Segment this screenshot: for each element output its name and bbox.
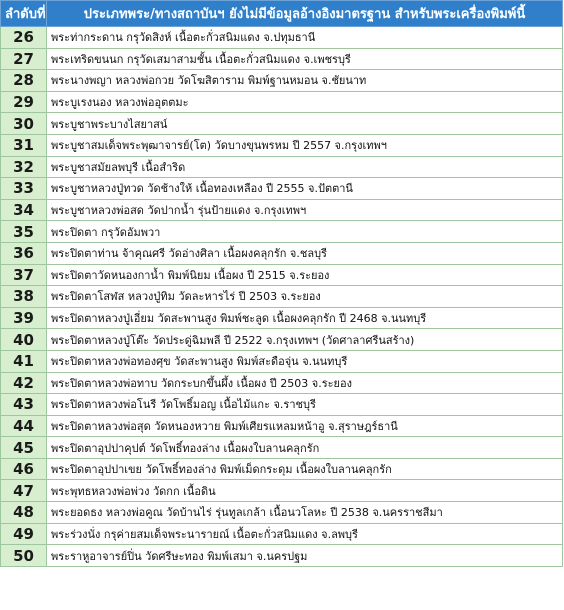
table-row [1, 48, 563, 70]
row-number: 33 [1, 178, 47, 200]
row-number: 44 [1, 415, 47, 437]
table-row [1, 178, 563, 200]
row-description: พระปิดตาหลวงปู่โต๊ะ วัดประดู่ฉิมพลี ปี 2522 จ.กรุงเทพฯ (วัดศาลาศรีนสร้าง) [47, 329, 563, 351]
table-row [1, 307, 563, 329]
row-number: 31 [1, 134, 47, 156]
row-description: พระบูชาพระบางไสยาสน์ [47, 113, 563, 135]
table-row [1, 264, 563, 286]
row-number: 48 [1, 502, 47, 524]
row-number: 36 [1, 242, 47, 264]
row-description: พระบูเรงนอง หลวงพ่ออุตตมะ [47, 91, 563, 113]
row-number: 46 [1, 458, 47, 480]
row-description: พระปิดตาหลวงปู่เอี่ยม วัดสะพานสูง พิมพ์ชะลูด เนื้อผงคลุกรัก ปี 2468 จ.นนทบุรี [47, 307, 563, 329]
row-number: 49 [1, 523, 47, 545]
table-row [1, 286, 563, 308]
row-number: 43 [1, 394, 47, 416]
table-row [1, 113, 563, 135]
row-number: 34 [1, 199, 47, 221]
table-row [1, 415, 563, 437]
row-description: พระปิดตาหลวงพ่อสุด วัดหนองหวาย พิมพ์เศียรแหลมหน้าอู จ.สุราษฎร์ธานี [47, 415, 563, 437]
row-number: 29 [1, 91, 47, 113]
row-number: 30 [1, 113, 47, 135]
table-row [1, 27, 563, 49]
row-description: พระร่วงนั่ง กรุค่ายสมเด็จพระนารายณ์ เนื้อตะกั่วสนิมแดง จ.ลพบุรี [47, 523, 563, 545]
row-description: พระปิดตาหลวงพ่อโนรี วัดโพธิ์มอญ เนื้อไม้แกะ จ.ราชบุรี [47, 394, 563, 416]
row-description: พระปิดตาอุปปาคุปต์ วัดโพธิ์ทองล่าง เนื้อผงใบลานคลุกรัก [47, 437, 563, 459]
row-description: พระบูชาหลวงปู่ทวด วัดช้างให้ เนื้อทองเหลือง ปี 2555 จ.ปัตตานี [47, 178, 563, 200]
row-number: 35 [1, 221, 47, 243]
row-number: 42 [1, 372, 47, 394]
table-row [1, 545, 563, 567]
row-description: พระปิดตา กรุวัดอัมพวา [47, 221, 563, 243]
row-number: 26 [1, 27, 47, 49]
row-number: 32 [1, 156, 47, 178]
table-row [1, 242, 563, 264]
row-number: 38 [1, 286, 47, 308]
row-number: 27 [1, 48, 47, 70]
row-number: 45 [1, 437, 47, 459]
row-description: พระปิดตาวัดหนองกาน้ำ พิมพ์นิยม เนื้อผง ปี 2515 จ.ระยอง [47, 264, 563, 286]
table-row [1, 502, 563, 524]
row-number: 50 [1, 545, 47, 567]
table-row [1, 329, 563, 351]
row-description: พระปิดตาท่าน จ้าคุณศรี วัดอ่างศิลา เนื้อผงคลุกรัก จ.ชลบุรี [47, 242, 563, 264]
table-row [1, 134, 563, 156]
row-description: พระนางพญา หลวงพ่อกวย วัดโฆสิตาราม พิมพ์ฐานหมอน จ.ชัยนาท [47, 70, 563, 92]
row-description: พระปิดตาหลวงพ่อทาบ วัดกระบกขึ้นผึ้ง เนื้อผง ปี 2503 จ.ระยอง [47, 372, 563, 394]
table-row [1, 199, 563, 221]
table-row [1, 458, 563, 480]
row-description: พระบูชาหลวงพ่อสด วัดปากน้ำ รุ่นป้ายแดง จ.กรุงเทพฯ [47, 199, 563, 221]
row-number: 47 [1, 480, 47, 502]
row-description: พระปิดตาอุปปาเขย วัดโพธิ์ทองล่าง พิมพ์เม็ดกระดุม เนื้อผงใบลานคลุกรัก [47, 458, 563, 480]
row-number: 40 [1, 329, 47, 351]
table-row [1, 437, 563, 459]
row-description: พระท่ากระดาน กรุวัดสิงห์ เนื้อตะกั่วสนิมแดง จ.ปทุมธานี [47, 27, 563, 49]
table-row [1, 350, 563, 372]
row-number: 41 [1, 350, 47, 372]
table-row [1, 394, 563, 416]
table-row [1, 156, 563, 178]
table-row [1, 523, 563, 545]
row-description: พระยอดธง หลวงพ่อคูณ วัดบ้านไร่ รุ่นทูลเกล้า เนื้อนวโลหะ ปี 2538 จ.นครราชสีมา [47, 502, 563, 524]
table-header-row [1, 1, 563, 27]
row-number: 39 [1, 307, 47, 329]
description-column-header: ประเภทพระ/ทางสถาบันฯ ยังไม่มีข้อมูลอ้างอิงมาตรฐาน สำหรับพระเครื่องพิมพ์นี้ [47, 1, 563, 27]
row-number: 37 [1, 264, 47, 286]
table-row [1, 372, 563, 394]
row-description: พระปิดตาหลวงพ่อทองศุข วัดสะพานสูง พิมพ์สะดือจุ่น จ.นนทบุรี [47, 350, 563, 372]
row-description: พระพุทธหลวงพ่อพ่วง วัดกก เนื้อดิน [47, 480, 563, 502]
table-row [1, 480, 563, 502]
table-row [1, 91, 563, 113]
row-description: พระบูชาสมเด็จพระพุฒาจารย์(โต) วัดบางขุนพรหม ปี 2557 จ.กรุงเทพฯ [47, 134, 563, 156]
table-row [1, 70, 563, 92]
table-row [1, 221, 563, 243]
row-description: พระเทริดขนนก กรุวัดเสมาสามชั้น เนื้อตะกั่วสนิมแดง จ.เพชรบุรี [47, 48, 563, 70]
row-description: พระปิดตาโสฬส หลวงปู่ทิม วัดละหารไร่ ปี 2503 จ.ระยอง [47, 286, 563, 308]
number-column-header: ลำดับที่ [1, 1, 47, 27]
row-number: 28 [1, 70, 47, 92]
row-description: พระราหูอาจารย์ปิ่น วัดศรีษะทอง พิมพ์เสมา จ.นครปฐม [47, 545, 563, 567]
row-description: พระบูชาสมัยลพบุรี เนื้อสำริด [47, 156, 563, 178]
